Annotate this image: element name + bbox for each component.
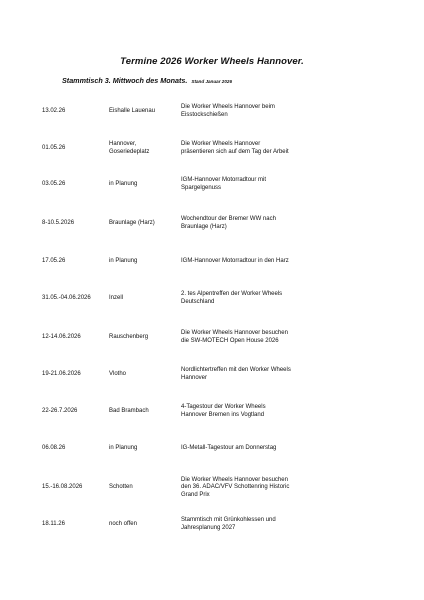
event-description: IGM-Hannover Motorradtour in den Harz bbox=[181, 258, 289, 265]
event-row bbox=[0, 363, 424, 387]
event-location: Braunlage (Harz) bbox=[109, 220, 155, 227]
event-date: 8-10.5.2026 bbox=[42, 220, 75, 227]
event-date: 17.05.26 bbox=[42, 258, 66, 265]
event-description: Die Worker Wheels Hannover präsentieren sich auf dem Tag der Arbeit bbox=[181, 141, 289, 155]
event-date: 03.05.26 bbox=[42, 181, 66, 188]
event-location: Rauschenberg bbox=[109, 334, 149, 341]
event-location: Schotten bbox=[109, 484, 133, 491]
event-row bbox=[0, 170, 424, 200]
event-row bbox=[0, 250, 424, 274]
event-location: Eishalle Lauenau bbox=[109, 108, 156, 115]
event-description: Die Worker Wheels Hannover besuchen den 36. ADAC/VFV Schottenring Historic Grand Prix bbox=[181, 476, 290, 498]
event-location: Bad Brambach bbox=[109, 408, 149, 415]
status-note: Stand Januar 2026 bbox=[191, 79, 233, 84]
event-row bbox=[0, 509, 424, 541]
event-row bbox=[0, 133, 424, 165]
event-description: 2. tes Alpentreffen der Worker Wheels Deutschland bbox=[181, 291, 283, 305]
event-description: Stammtisch mit Grünkohlessen und Jahresplanung 2027 bbox=[181, 517, 276, 531]
event-description: Die Worker Wheels Hannover besuchen die SW-MOTECH Open House 2026 bbox=[181, 330, 288, 344]
event-location: Vlotho bbox=[109, 371, 127, 378]
page-title: Termine 2026 Worker Wheels Hannover. bbox=[120, 56, 304, 67]
subtitle-text: Stammtisch 3. Mittwoch des Monats. bbox=[62, 76, 188, 85]
event-location: in Planung bbox=[109, 181, 138, 188]
event-row bbox=[0, 397, 424, 427]
event-date: 19-21.06.2026 bbox=[42, 371, 81, 378]
event-description: IGM-Hannover Motorradtour mit Spargelgenuss bbox=[181, 177, 267, 191]
event-date: 12-14.06.2026 bbox=[42, 334, 81, 341]
event-row bbox=[0, 97, 424, 127]
event-date: 15.-16.08.2026 bbox=[42, 484, 83, 491]
event-location: noch offen bbox=[109, 521, 137, 528]
event-date: 13.02.26 bbox=[42, 108, 66, 115]
event-row bbox=[0, 319, 424, 357]
event-date: 22-26.7.2026 bbox=[42, 408, 78, 415]
event-description: Wochendtour der Bremer WW nach Braunlage (Harz) bbox=[181, 216, 276, 230]
event-description: Die Worker Wheels Hannover beim Eisstockschießen bbox=[181, 104, 275, 118]
event-description: IG-Metall-Tagestour am Donnerstag bbox=[181, 445, 277, 452]
page-subtitle bbox=[62, 76, 232, 85]
event-row bbox=[0, 468, 424, 508]
event-description: Nordlichtertreffen mit den Worker Wheels Hannover bbox=[181, 367, 291, 381]
event-date: 18.11.26 bbox=[42, 521, 65, 528]
event-location: Inzell bbox=[109, 295, 124, 302]
event-row bbox=[0, 437, 424, 461]
event-row bbox=[0, 284, 424, 314]
event-row bbox=[0, 212, 424, 236]
event-date: 01.05.26 bbox=[42, 145, 66, 152]
event-location: in Planung bbox=[109, 258, 138, 265]
event-location: in Planung bbox=[109, 445, 138, 452]
event-date: 06.08.26 bbox=[42, 445, 66, 452]
event-date: 31.05.-04.06.2026 bbox=[42, 295, 91, 302]
event-description: 4-Tagestour der Worker Wheels Hannover Bremen ins Vogtland bbox=[181, 404, 266, 418]
event-location: Hannover, Goseriedeplatz bbox=[109, 141, 150, 155]
